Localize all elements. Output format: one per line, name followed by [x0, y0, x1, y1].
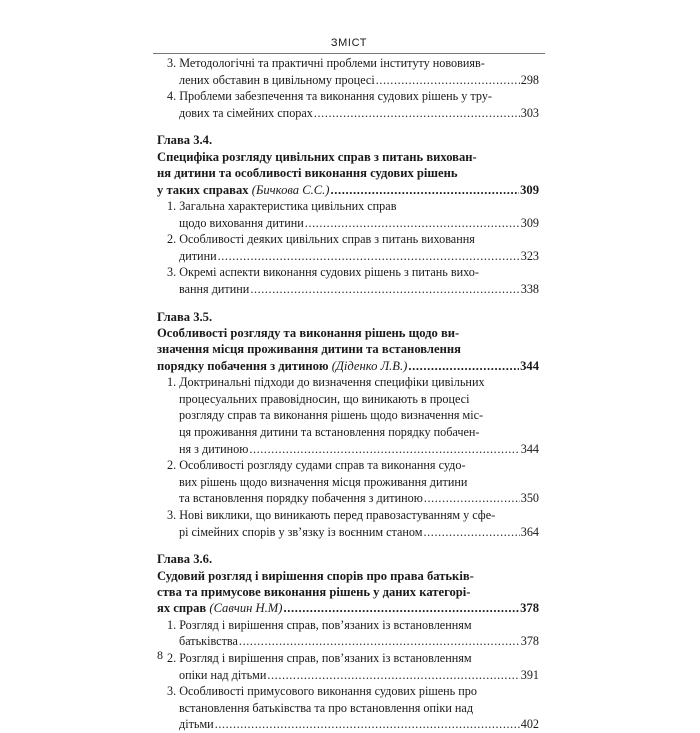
- page-ref: 391: [520, 667, 539, 682]
- page-ref: 350: [520, 491, 539, 506]
- entry-line: 3. Окремі аспекти виконання судових рішень з питань вихо-: [167, 265, 479, 280]
- entry-line: 1. Доктринальні підходи до визначення специфіки цивільних: [167, 375, 485, 390]
- entry-line: 2. Особливості розгляду судами справ та виконання судо-: [167, 458, 466, 473]
- page-ref: 309: [520, 182, 539, 197]
- chapter-title-last: порядку побачення з дитиною (Діденко Л.В.) ..... 344: [157, 358, 539, 374]
- chapter-author: (Бичкова С.С.): [251, 182, 330, 197]
- page-number: 8: [157, 648, 163, 662]
- entry-line: процесуальних правовідносин, що виникають в процесі: [179, 391, 470, 406]
- toc-entry: [157, 374, 539, 457]
- toc-entry: [157, 88, 539, 121]
- entry-last-line: дитини ..... 323: [157, 248, 539, 265]
- page-ref: 298: [520, 72, 539, 87]
- entry-line: 3. Особливості примусового виконання судових рішень про: [167, 684, 477, 699]
- entry-last-line: вання дитини ..... 338: [157, 281, 539, 298]
- entry-line: 2. Особливості деяких цивільних справ з питань виховання: [167, 232, 475, 247]
- chapter-label: Глава 3.4.: [157, 133, 213, 148]
- chapter-label: Глава 3.5.: [157, 309, 213, 324]
- page-ref: 364: [520, 524, 539, 539]
- chapter-title-line: Особливості розгляду та виконання рішень щодо ви-: [157, 325, 460, 340]
- entry-last-line: дових та сімейних спорах ..... 303: [157, 105, 539, 122]
- dot-leader: [408, 358, 519, 374]
- entry-last-line: дітьми ..... 402: [157, 716, 539, 733]
- entry-last-line: батьківства ..... 378: [157, 633, 539, 650]
- toc-entry: [157, 55, 539, 88]
- page-ref: 309: [520, 215, 539, 230]
- entry-last-line: та встановлення порядку побачення з дитиною ..... 350: [157, 490, 539, 507]
- entry-line: 2. Розгляд і вирішення справ, пов’язаних із встановленням: [167, 650, 472, 665]
- dot-leader: [250, 281, 519, 298]
- chapter-3-4: [157, 132, 539, 297]
- toc-entry: [157, 457, 539, 507]
- entry-last-line: ня з дитиною ..... 344: [157, 441, 539, 458]
- chapter-author: (Савчин Н.М): [209, 601, 283, 616]
- page-ref: 402: [520, 717, 539, 732]
- chapter-title-line: Специфіка розгляду цивільних справ з питань вихован-: [157, 149, 477, 164]
- dot-leader: [331, 182, 520, 198]
- page-ref: 303: [520, 105, 539, 120]
- chapter-title-line: ства та примусове виконання рішень у даних категорі-: [157, 584, 471, 599]
- entry-last-line: щодо виховання дитини ..... 309: [157, 215, 539, 232]
- chapter-title-line: ня дитини та особливості виконання судових рішень: [157, 166, 458, 181]
- entry-line: вих рішень щодо визначення місця проживання дитини: [179, 474, 468, 489]
- dot-leader: [215, 716, 520, 733]
- toc-entry: [157, 617, 539, 650]
- entry-line: встановлення батьківства та про встановлення опіки над: [179, 700, 474, 715]
- entry-line: 1. Розгляд і вирішення справ, пов’язаних із встановленням: [167, 617, 472, 632]
- toc-entry: [157, 231, 539, 264]
- chapter-author: (Діденко Л.В.): [331, 358, 408, 373]
- entry-line: 1. Загальна характеристика цивільних справ: [167, 199, 397, 213]
- page-ref: 378: [520, 634, 539, 649]
- running-header: ЗМІСТ: [330, 37, 368, 49]
- dot-leader: [283, 600, 519, 616]
- toc-entry: [157, 683, 539, 733]
- dot-leader: [424, 490, 520, 507]
- dot-leader: [305, 215, 520, 232]
- entry-line: 4. Проблеми забезпечення та виконання судових рішень у тру-: [167, 89, 492, 104]
- dot-leader: [218, 248, 520, 265]
- chapter-3-5: [157, 309, 539, 541]
- chapter-title-line: Судовий розгляд і вирішення спорів про права батьків-: [157, 568, 474, 583]
- dot-leader: [424, 524, 520, 541]
- dot-leader: [249, 441, 519, 458]
- entry-line: 3. Нові виклики, що виникають перед правозастуванням у сфе-: [167, 507, 496, 522]
- page-ref: 344: [520, 441, 539, 456]
- chapter-title-last: у таких справах (Бичкова С.С.) ..... 309: [157, 182, 539, 198]
- page-ref: 344: [520, 358, 539, 373]
- chapter-title-last: ях справ (Савчин Н.М) ..... 378: [157, 600, 539, 616]
- entry-last-line: опіки над дітьми ..... 391: [157, 667, 539, 684]
- chapter-title-line: значення місця проживання дитини та встановлення: [157, 342, 461, 357]
- toc-entry: [157, 264, 539, 297]
- chapter-label: Глава 3.6.: [157, 552, 213, 567]
- toc-entry: [157, 198, 539, 231]
- entry-last-line: рі сімейних спорів у зв’язку із воєнним станом ..... 364: [157, 524, 539, 541]
- dot-leader: [239, 633, 520, 650]
- table-of-contents: [157, 55, 539, 733]
- dot-leader: [267, 667, 519, 684]
- header-rule: [153, 53, 545, 54]
- chapter-3-6: [157, 551, 539, 733]
- dot-leader: [376, 72, 520, 89]
- toc-entry: [157, 650, 539, 683]
- page-ref: 378: [520, 601, 539, 616]
- page-ref: 323: [520, 248, 539, 263]
- dot-leader: [314, 105, 520, 122]
- page-ref: 338: [520, 281, 539, 296]
- entry-line: 3. Методологічні та практичні проблеми інституту нововияв-: [167, 56, 485, 70]
- entry-last-line: лених обставин в цивільному процесі ..... 298: [157, 72, 539, 89]
- entry-line: ця проживання дитини та встановлення порядку побачен-: [179, 424, 480, 439]
- toc-entry: [157, 507, 539, 540]
- entry-line: розгляду справ та виконання рішень щодо визначення міс-: [179, 408, 484, 423]
